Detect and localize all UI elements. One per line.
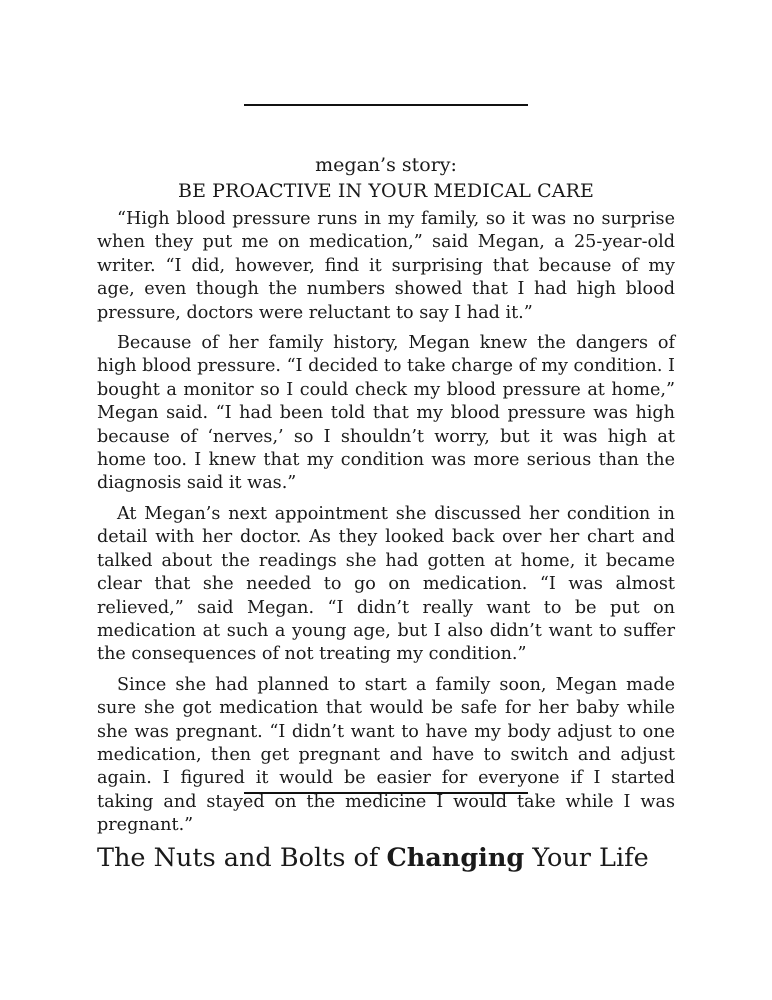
story-paragraph-1: “High blood pressure runs in my family, so it was no surprise when they put me on medication,” said Megan, a 25-year-old writer. “I did, however, find it surprising that because of my age, even though the numbers showed that I had high blood pressure, doctors were reluctant to say I had it.” <box>97 209 675 323</box>
section-heading-start: The Nuts and Bolts of <box>97 843 387 873</box>
story-paragraph-2: Because of her family history, Megan knew the dangers of high blood pressure. “I decided to take charge of my condition. I bought a monitor so I could check my blood pressure at home,” Megan said. “I had been told that my blood pressure was high because of ‘nerves,’ so I shouldn’t worry, but it was high at home too. I knew that my condition was more serious than the diagnosis said it was.” <box>97 333 675 494</box>
story-paragraph-4: Since she had planned to start a family soon, Megan made sure she got medication that would be safe for her baby while she was pregnant. “I didn’t want to have my body adjust to one medication, then get pregnant and have to switch and adjust again. I figured it would be easier for everyone if I started taking and stayed on the medicine I would take while I was pregnant.” <box>97 674 675 836</box>
section-heading <box>97 838 649 878</box>
section-heading-bold: Changing <box>386 843 525 873</box>
sidebar-bottom-rule <box>244 792 528 794</box>
sidebar-title: BE PROACTIVE IN YOUR MEDICAL CARE <box>178 180 594 202</box>
sidebar-kicker: megan’s story: <box>315 154 457 176</box>
section-heading-end: Your Life <box>524 843 649 873</box>
sidebar-story <box>97 150 675 845</box>
sidebar-top-rule <box>244 104 528 106</box>
story-paragraph-3: At Megan’s next appointment she discussed her condition in detail with her doctor. As they looked back over her chart and talked about the readings she had gotten at home, it became clear that she needed to go on medication. “I was almost relieved,” said Megan. “I didn’t really want to be put on medication at such a young age, but I also didn’t want to suffer the consequences of not treating my condition.” <box>97 503 675 665</box>
